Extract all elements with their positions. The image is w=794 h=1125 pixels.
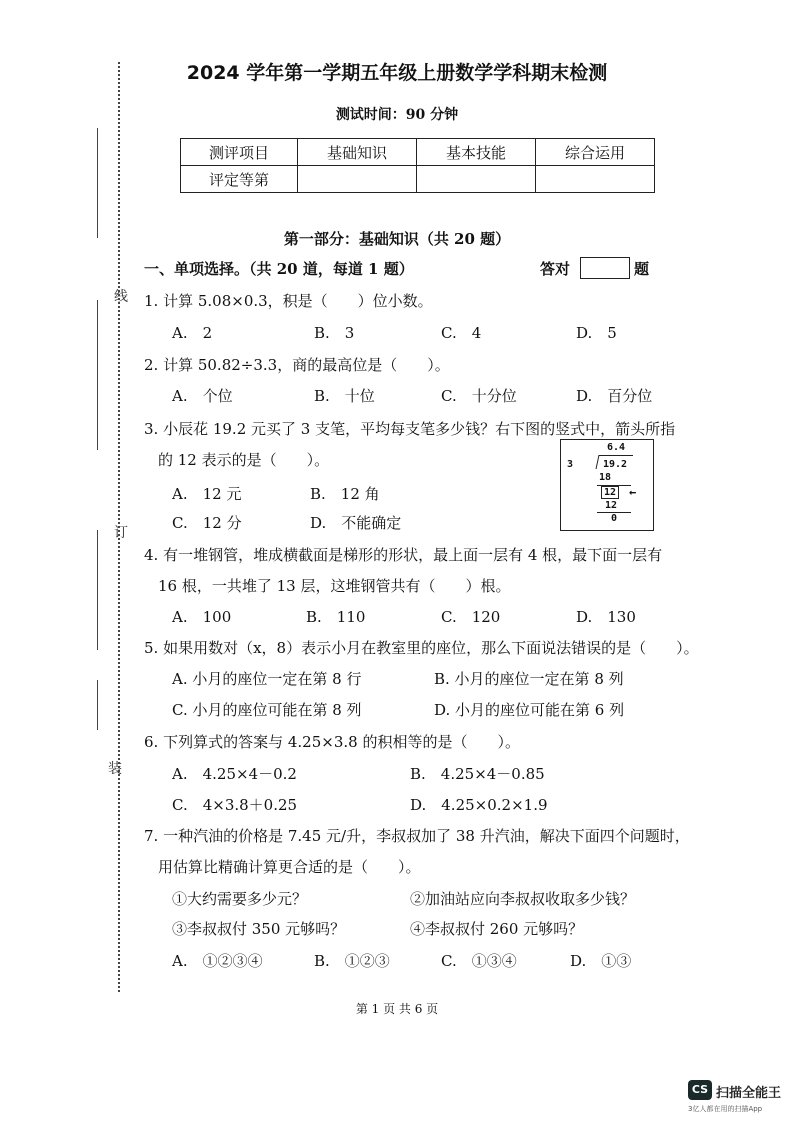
option: A. ①②③④ xyxy=(172,952,263,970)
option: A. 12 元 xyxy=(172,485,242,503)
option: B. ①②③ xyxy=(314,952,390,970)
score-table-row-label: 评定等第 xyxy=(181,166,298,193)
page-title: 2024 学年第一学期五年级上册数学学科期末检测 xyxy=(186,62,608,84)
margin-write-line xyxy=(97,680,98,730)
division-bracket xyxy=(596,455,600,469)
question-7-line-2: 用估算比精确计算更合适的是（ ）。 xyxy=(158,858,421,876)
option: C. 4 xyxy=(441,324,482,342)
option: C. 120 xyxy=(441,608,501,626)
division-quotient: 6.4 xyxy=(607,442,626,453)
sub-item: ④李叔叔付 260 元够吗？ xyxy=(410,920,584,938)
option: C. 12 分 xyxy=(172,514,242,532)
test-duration: 测试时间：90 分钟 xyxy=(335,107,459,123)
option: C. ①③④ xyxy=(441,952,517,970)
section-heading: 一、单项选择。（共 20 道，每道 1 题） xyxy=(144,260,414,278)
division-step: 18 xyxy=(599,472,612,483)
score-table-header-row xyxy=(181,139,655,166)
question-6: 6. 下列算式的答案与 4.25×3.8 的积相等的是（ ）。 xyxy=(144,733,520,751)
option: D. 5 xyxy=(576,324,617,342)
answer-count-label: 答对 xyxy=(540,260,571,278)
grade-cell[interactable] xyxy=(536,166,655,193)
score-table xyxy=(180,138,655,193)
question-7: 7. 一种汽油的价格是 7.45 元/升，李叔叔加了 38 升汽油，解决下面四个问题时， xyxy=(144,827,690,845)
question-1: 1. 计算 5.08×0.3，积是（ ）位小数。 xyxy=(144,292,433,310)
question-3-line-2: 的 12 表示的是（ ）。 xyxy=(158,451,330,469)
grade-cell[interactable] xyxy=(417,166,536,193)
option: B. 110 xyxy=(306,608,366,626)
margin-write-line xyxy=(97,128,98,238)
option: A. 2 xyxy=(172,324,213,342)
sub-item: ③李叔叔付 350 元够吗？ xyxy=(172,920,346,938)
page-footer: 第 1 页 共 6 页 xyxy=(355,1002,439,1016)
score-table-header-cell: 测评项目 xyxy=(181,139,298,166)
option: D. 小月的座位可能在第 6 列 xyxy=(434,701,625,719)
question-4-line-2: 16 根，一共堆了 13 层，这堆钢管共有（ ）根。 xyxy=(158,577,511,595)
option: A. 小月的座位一定在第 8 行 xyxy=(172,670,362,688)
option: D. ①③ xyxy=(570,952,632,970)
option: B. 4.25×4－0.85 xyxy=(410,765,545,783)
question-3: 3. 小辰花 19.2 元买了 3 支笔，平均每支笔多少钱？右下图的竖式中，箭头所指 xyxy=(144,420,676,438)
camscanner-logo-icon: CS xyxy=(688,1080,712,1100)
division-divisor: 3 xyxy=(567,459,574,470)
question-2: 2. 计算 50.82÷3.3，商的最高位是（ ）。 xyxy=(144,356,450,374)
option: C. 4×3.8＋0.25 xyxy=(172,796,298,814)
watermark-tagline: 3亿人都在用的扫描App xyxy=(688,1105,763,1113)
option: B. 12 角 xyxy=(310,485,380,503)
division-bar xyxy=(599,455,633,456)
option: B. 十位 xyxy=(314,387,375,405)
score-table-header-cell: 综合运用 xyxy=(536,139,655,166)
division-remainder: 0 xyxy=(611,513,618,524)
margin-label-xian: 线 xyxy=(114,289,128,305)
option: A. 4.25×4－0.2 xyxy=(172,765,297,783)
option: C. 小月的座位可能在第 8 列 xyxy=(172,701,362,719)
option: B. 小月的座位一定在第 8 列 xyxy=(434,670,624,688)
margin-write-line xyxy=(97,300,98,450)
option: C. 十分位 xyxy=(441,387,517,405)
division-highlighted-12: 12 xyxy=(601,486,619,499)
score-table-header-cell: 基本技能 xyxy=(417,139,536,166)
question-5: 5. 如果用数对（x，8）表示小月在教室里的座位，那么下面说法错误的是（ ）。 xyxy=(144,639,699,657)
option: A. 100 xyxy=(172,608,232,626)
margin-label-zhuang: 装 xyxy=(108,761,122,777)
option: A. 个位 xyxy=(172,387,233,405)
score-table-header-cell: 基础知识 xyxy=(298,139,417,166)
answer-count-box[interactable] xyxy=(580,257,630,279)
option: D. 不能确定 xyxy=(310,514,402,532)
margin-label-ding: 订 xyxy=(114,525,128,541)
sub-item: ②加油站应向李叔叔收取多少钱？ xyxy=(410,890,636,908)
score-table-grade-row xyxy=(181,166,655,193)
division-step: 12 xyxy=(605,500,618,511)
grade-cell[interactable] xyxy=(298,166,417,193)
long-division-figure xyxy=(560,439,654,531)
watermark-name: 扫描全能王 xyxy=(716,1086,782,1101)
margin-write-line xyxy=(97,530,98,650)
division-dividend: 19.2 xyxy=(603,459,628,470)
answer-count-suffix: 题 xyxy=(634,260,650,278)
option: D. 4.25×0.2×1.9 xyxy=(410,796,548,814)
sub-item: ①大约需要多少元？ xyxy=(172,890,308,908)
part-title: 第一部分：基础知识（共 20 题） xyxy=(283,230,511,248)
option: D. 130 xyxy=(576,608,636,626)
option: D. 百分位 xyxy=(576,387,653,405)
arrow-left-icon: ← xyxy=(629,485,637,499)
question-4: 4. 有一堆钢管，堆成横截面是梯形的形状，最上面一层有 4 根，最下面一层有 xyxy=(144,546,663,564)
option: B. 3 xyxy=(314,324,355,342)
